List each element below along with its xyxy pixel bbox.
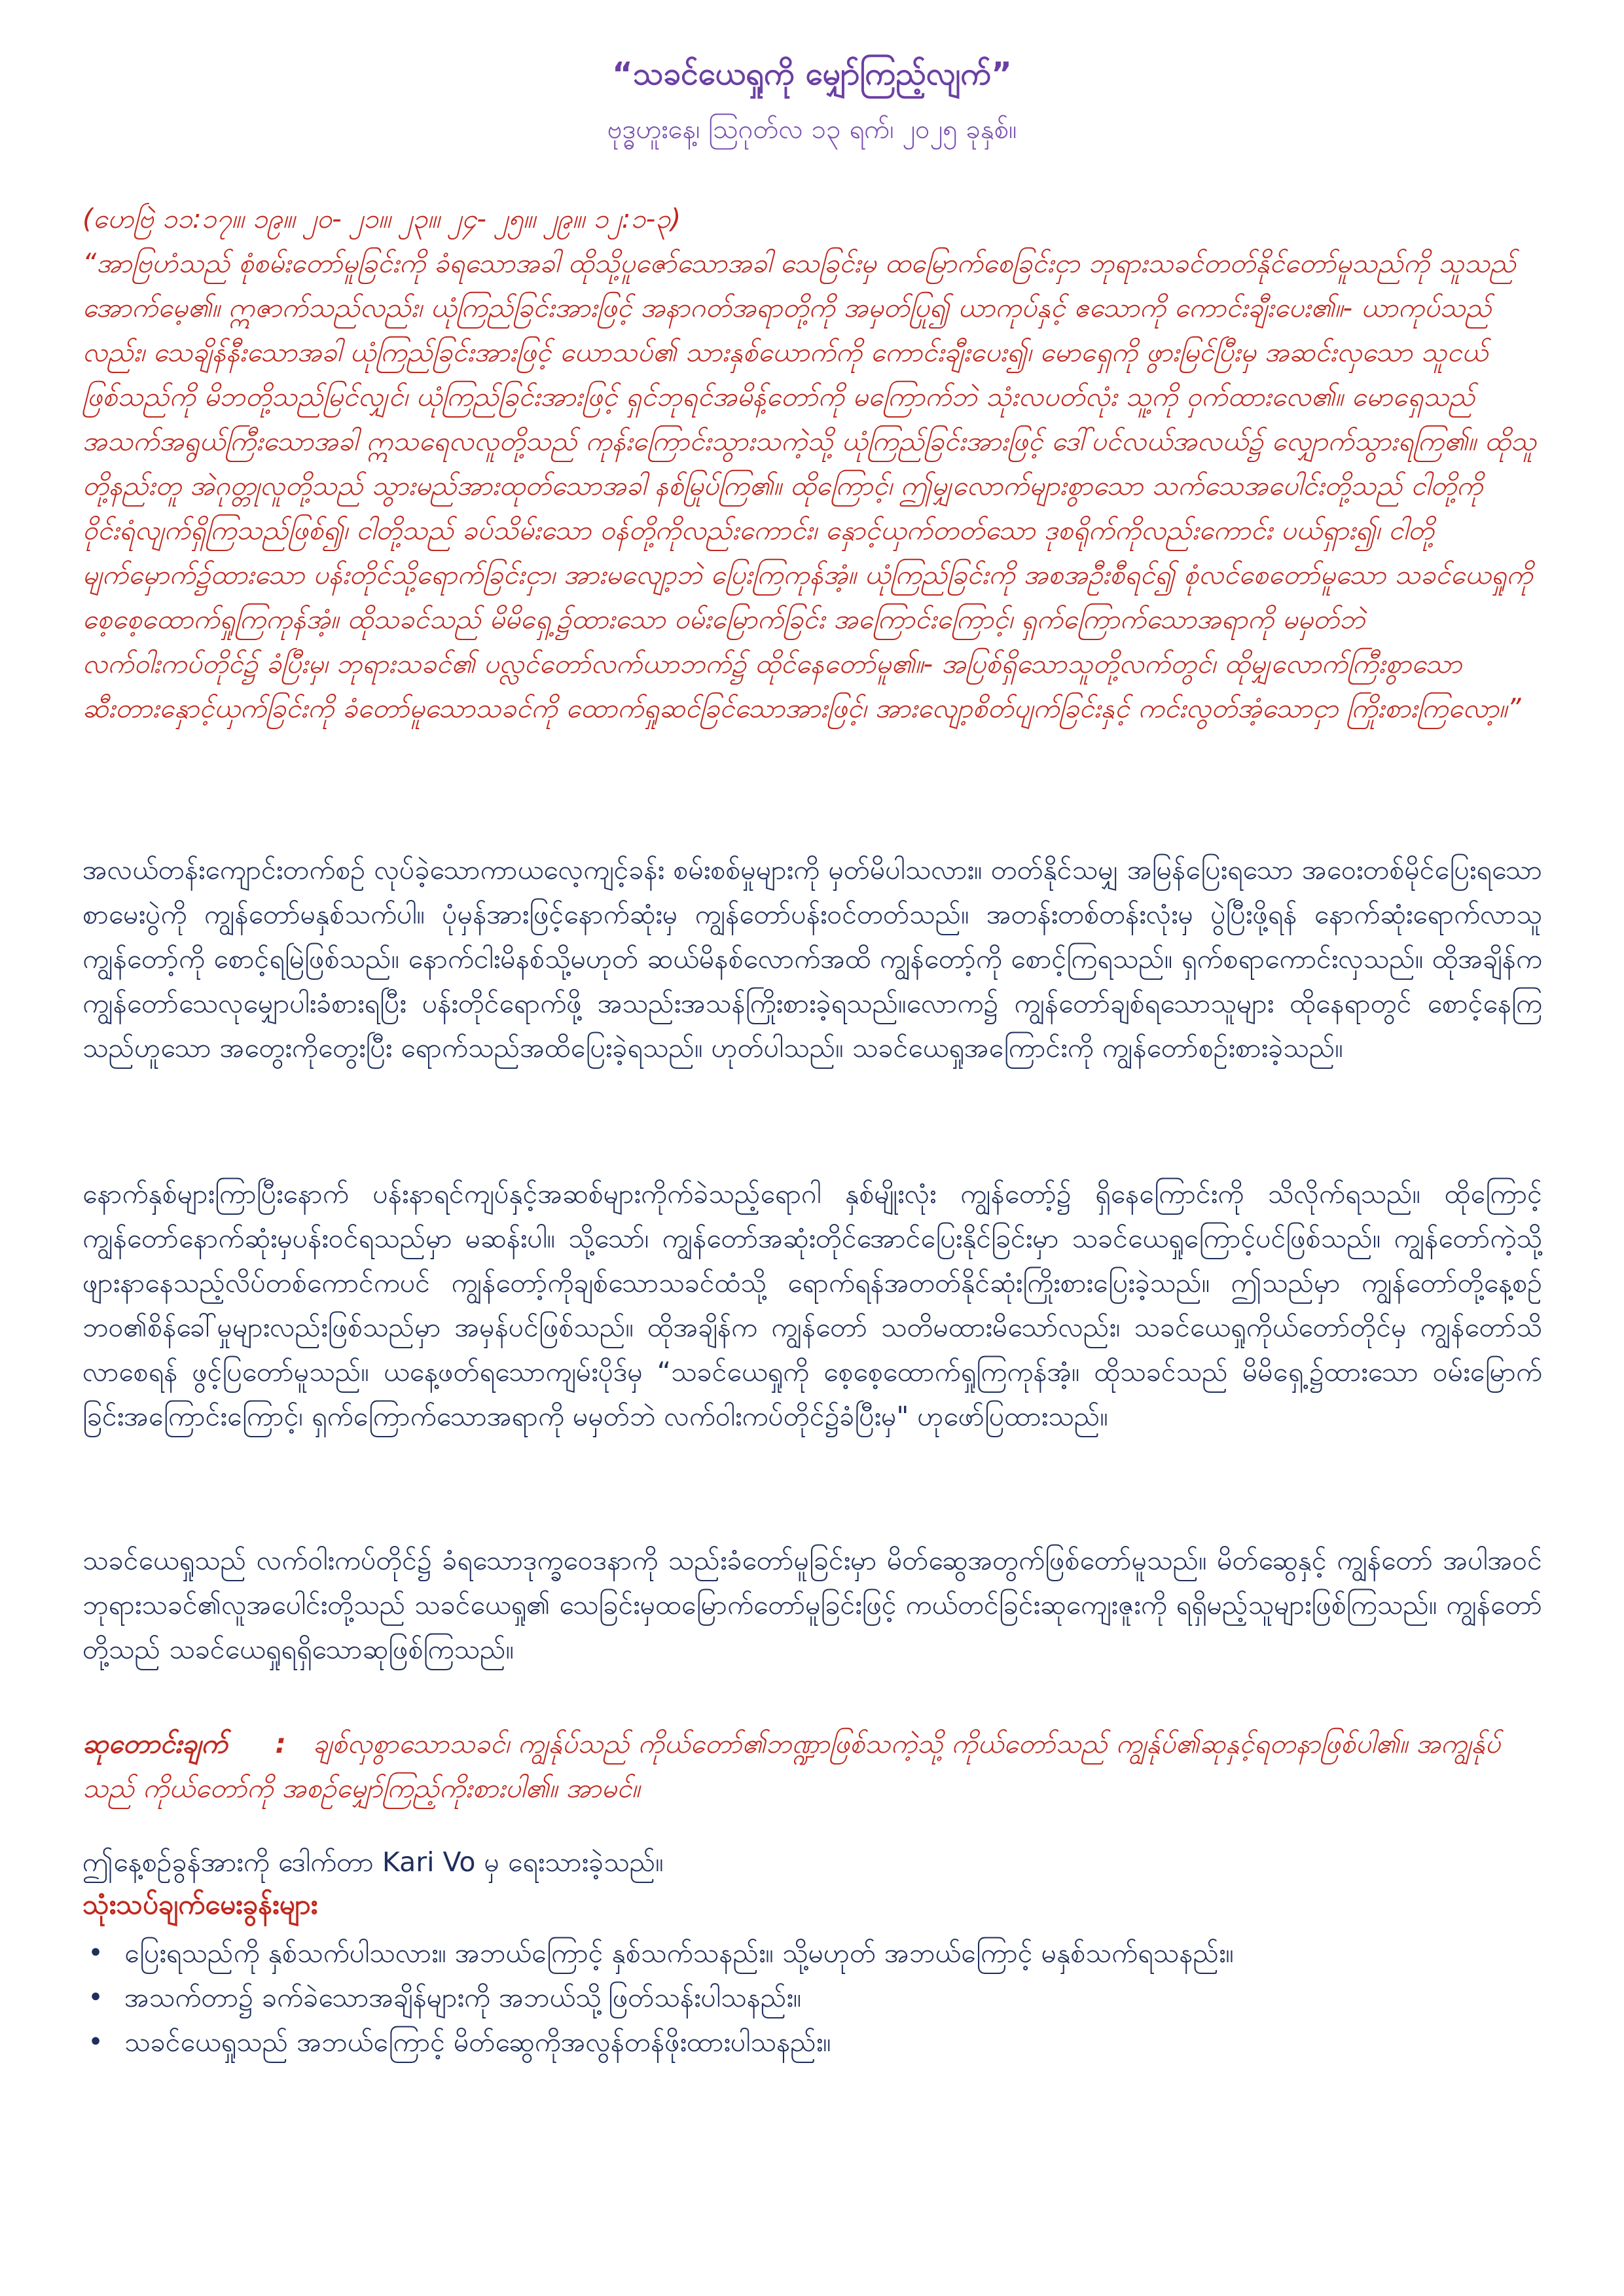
question-text: ပြေးရသည်ကို နှစ်သက်ပါသလား။ အဘယ်ကြောင့် နှစ်သက်သနည်း။ သို့မဟုတ် အဘယ်ကြောင့် မနှစ်သက်ရသနည်း။ — [124, 1937, 1234, 1969]
prayer-text: ချစ်လှစွာသောသခင်၊ ကျွန်ုပ်သည် ကိုယ်တော်၏ဘဏ္ဍာဖြစ်သကဲ့သို့ ကိုယ်တော်သည် ကျွန်ုပ်၏ဆုနှင့်ရတနာဖြစ်ပါ၏။ အကျွန်ုပ် သည် ကိုယ်တော်ကို အစဉ်မျှော်ကြည့်ကိုးစားပါ၏။ အာမင်။ — [82, 1728, 1501, 1804]
body-paragraph-1: အလယ်တန်းကျောင်းတက်စဉ် လုပ်ခဲ့သောကာယလေ့ကျင့်ခန်း စမ်းစစ်မှုများကို မှတ်မိပါသလား။ တတ်နိုင်သမျှ အမြန်ပြေးရသော အဝေးတစ်မိုင်ပြေးရသော စာမေးပွဲကို ကျွန်တော်မနှစ်သက်ပါ။ ပုံမှန်အားဖြင့်နောက်ဆုံးမှ ကျွန်တော်ပန်းဝင်တတ်သည်။ အတန်းတစ်တန်းလုံးမှ ပွဲပြီးဖို့ရန် နောက်ဆုံးရောက်လာသူ ကျွန်တော့်ကို စောင့်ရမြဲဖြစ်သည်။ နောက်ငါးမိနစ်သို့မဟုတ် ဆယ်မိနစ်လောက်အထိ ကျွန်တော့်ကို စောင့်ကြရသည်။ ရှက်စရာကောင်းလှသည်။ ထိုအချိန်က ကျွန်တော်သေလုမျှောပါးခံစားရပြီး ပန်းတိုင်ရောက်ဖို့ အသည်းအသန်ကြိုးစားခဲ့ရသည်။လောက၌ ကျွန်တော်ချစ်ရသောသူများ ထိုနေရာတွင် စောင့်နေကြသည်ဟူသော အတွေးကိုတွေးပြီး ရောက်သည်အထိပြေးခဲ့ရသည်။ ဟုတ်ပါသည်။ သခင်ယေရှုအကြောင်းကို ကျွန်တော်စဉ်းစားခဲ့သည်။ — [82, 854, 1542, 1064]
page-title: “သခင်ယေရှုကို မျှော်ကြည့်လျက်” — [612, 56, 1012, 92]
prayer-label: ဆုတောင်းချက် — [82, 1728, 228, 1759]
prayer-separator: : — [275, 1728, 286, 1759]
bullet-icon: • — [88, 1982, 103, 2013]
bullet-icon: • — [88, 2027, 103, 2057]
question-text: အသက်တာ၌ ခက်ခဲသောအချိန်များကို အဘယ်သို့ဖြတ်သန်းပါသနည်း။ — [124, 1982, 802, 2013]
scripture-block — [82, 196, 1542, 730]
author-line: ဤနေ့စဉ်ခွန်အားကို ဒေါက်တာ Kari Vo မှ ရေးသားခဲ့သည်။ — [82, 1846, 664, 1878]
question-text: သခင်ယေရှုသည် အဘယ်ကြောင့် မိတ်ဆွေကိုအလွန်တန်ဖိုးထားပါသနည်း။ — [124, 2026, 831, 2058]
questions-heading: သုံးသပ်ချက်မေးခွန်းများ — [82, 1888, 318, 1920]
page-date: ဗုဒ္ဓဟူးနေ့၊ ဩဂုတ်လ ၁၃ ရက်၊ ၂၀၂၅ ခုနှစ်။ — [607, 115, 1017, 145]
question-item — [82, 1931, 1542, 1975]
questions-list — [82, 1931, 1542, 2064]
scripture-reference: (ဟေဗြဲ ၁၁:၁၇။၊ ၁၉။၊ ၂၀- ၂၁။၊ ၂၃။၊ ၂၄- ၂၅။၊ ၂၉။၊ ၁၂:၁-၃) — [82, 203, 681, 234]
question-item — [82, 2020, 1542, 2064]
question-item — [82, 1975, 1542, 2020]
prayer-block — [82, 1721, 1542, 1810]
body-paragraph-3: သခင်ယေရှုသည် လက်ဝါးကပ်တိုင်၌ ခံရသောဒုက္ခဝေဒနာကို သည်းခံတော်မူခြင်းမှာ မိတ်ဆွေအတွက်ဖြစ်တော်မူသည်။ မိတ်ဆွေနှင့် ကျွန်တော် အပါအဝင် ဘုရားသခင်၏လူအပေါင်းတို့သည် သခင်ယေရှု၏ သေခြင်းမှထမြောက်တော်မူခြင်းဖြင့် ကယ်တင်ခြင်းဆုကျေးဇူးကို ရရှိမည့်သူများဖြစ်ကြသည်။ ကျွန်တော်တို့သည် သခင်ယေရှုရရှိသောဆုဖြစ်ကြသည်။ — [82, 1545, 1542, 1665]
scripture-text: “အာဗြဟံသည် စုံစမ်းတော်မူခြင်းကို ခံရသောအခါ ထိုသို့ပူဇော်သောအခါ သေခြင်းမှ ထမြောက်စေခြင်းငှာ ဘုရားသခင်တတ်နိုင်တော်မူသည်ကို သူသည်အောက်မေ့၏။ ဣဇာက်သည်လည်း၊ ယုံကြည်ခြင်းအားဖြင့် အနာဂတ်အရာတို့ကို အမှတ်ပြု၍ ယာကုပ်နှင့် ဧသောကို ကောင်းချီးပေး၏။- ယာကုပ်သည်လည်း၊ သေချိန်နီးသောအခါ ယုံကြည်ခြင်းအားဖြင့် ယောသပ်၏ သားနှစ်ယောက်ကို ကောင်းချီးပေး၍၊ မောရှေကို ဖွားမြင်ပြီးမှ အဆင်းလှသော သူငယ်ဖြစ်သည်ကို မိဘတို့သည်မြင်လျှင်၊ ယုံကြည်ခြင်းအားဖြင့် ရှင်ဘုရင်အမိန့်တော်ကို မကြောက်ဘဲ သုံးလပတ်လုံး သူ့ကို ဝှက်ထားလေ၏။ မောရှေသည် အသက်အရွယ်ကြီးသောအခါ ဣသရေလလူတို့သည် ကုန်းကြောင်းသွားသကဲ့သို့ ယုံကြည်ခြင်းအားဖြင့် ဒေါ်ပင်လယ်အလယ်၌ လျှောက်သွားရကြ၏။ ထိုသူတို့နည်းတူ အဲဂုတ္တုလူတို့သည် သွားမည်အားထုတ်သောအခါ နစ်မြုပ်ကြ၏။ ထိုကြောင့်၊ ဤမျှလောက်များစွာသော သက်သေအပေါင်းတို့သည် ငါတို့ကို ဝိုင်းရံလျက်ရှိကြသည်ဖြစ်၍၊ ငါတို့သည် ခပ်သိမ်းသော ဝန်တို့ကိုလည်းကောင်း၊ နှောင့်ယှက်တတ်သော ဒုစရိုက်ကိုလည်းကောင်း ပယ်ရှား၍၊ ငါတို့မျက်မှောက်၌ထားသော ပန်းတိုင်သို့ရောက်ခြင်းငှာ၊ အားမလျော့ဘဲ ပြေးကြကုန်အံ့။ ယုံကြည်ခြင်းကို အစအဦးစီရင်၍ စုံလင်စေတော်မူသော သခင်ယေရှုကိုစေ့စေ့ထောက်ရှုကြကုန်အံ့။ ထိုသခင်သည် မိမိရှေ့၌ထားသော ဝမ်းမြောက်ခြင်း အကြောင်းကြောင့်၊ ရှက်ကြောက်သောအရာကို မမှတ်ဘဲ လက်ဝါးကပ်တိုင်၌ ခံပြီးမှ၊ ဘုရားသခင်၏ ပလ္လင်တော်လက်ယာဘက်၌ ထိုင်နေတော်မူ၏။- အပြစ်ရှိသောသူတို့လက်တွင်၊ ထိုမျှလောက်ကြီးစွာသော ဆီးတားနှောင့်ယှက်ခြင်းကို ခံတော်မူသောသခင်ကို ထောက်ရှုဆင်ခြင်သောအားဖြင့်၊ အားလျော့စိတ်ပျက်ခြင်းနှင့် ကင်းလွတ်အံ့သောငှာ ကြိုးစားကြလော့။” — [82, 247, 1537, 724]
bullet-icon: • — [88, 1938, 103, 1968]
body-paragraph-2: နောက်နှစ်များကြာပြီးနောက် ပန်းနာရင်ကျပ်နှင့်အဆစ်များကိုက်ခဲသည့်ရောဂါ နှစ်မျိုးလုံး ကျွန်တော့်၌ ရှိနေကြောင်းကို သိလိုက်ရသည်။ ထိုကြောင့် ကျွန်တော်နောက်ဆုံးမှပန်းဝင်ရသည်မှာ မဆန်းပါ။ သို့သော်၊ ကျွန်တော်အဆုံးတိုင်အောင်ပြေးနိုင်ခြင်းမှာ သခင်ယေရှုကြောင့်ပင်ဖြစ်သည်။ ကျွန်တော်ကဲ့သို့ ဖျားနာနေသည့်လိပ်တစ်ကောင်ကပင် ကျွန်တော့်ကိုချစ်သောသခင်ထံသို့ ရောက်ရန်အတတ်နိုင်ဆုံးကြိုးစားပြေးခဲ့သည်။ ဤသည်မှာ ကျွန်တော်တို့နေ့စဉ်ဘဝ၏စိန်ခေါ်မှုများလည်းဖြစ်သည်မှာ အမှန်ပင်ဖြစ်သည်။ ထိုအချိန်က ကျွန်တော် သတိမထားမိသော်လည်း၊ သခင်ယေရှုကိုယ်တော်တိုင်မှ ကျွန်တော်သိလာစေရန် ဖွင့်ပြတော်မူသည်။ ယနေ့ဖတ်ရသောကျမ်းပိုဒ်မှ “သခင်ယေရှုကို စေ့စေ့ထောက်ရှုကြကုန်အံ့။ ထိုသခင်သည် မိမိရှေ့၌ထားသော ဝမ်းမြောက်ခြင်းအကြောင်းကြောင့်၊ ရှက်ကြောက်သောအရာကို မမှတ်ဘဲ လက်ဝါးကပ်တိုင်၌ခံပြီးမှ" ဟုဖော်ပြထားသည်။ — [82, 1178, 1542, 1432]
